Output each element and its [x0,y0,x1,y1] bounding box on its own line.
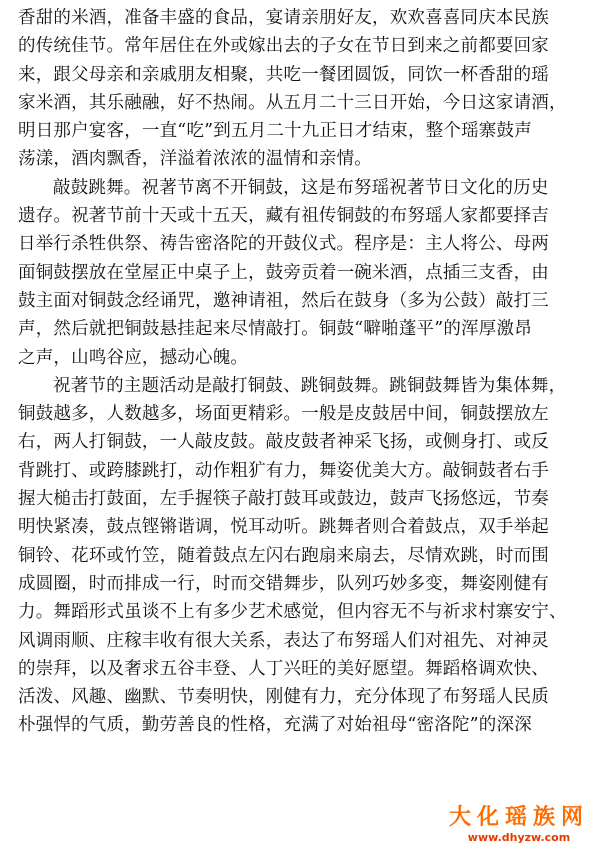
document-body [18,4,584,740]
text-line: 活泼、风趣、幽默、节奏明快，刚健有力，充分体现了布努瑶人民质 [18,687,549,708]
text-line: 来，跟父母亲和亲戚朋友相聚，共吃一餐团圆饭，同饮一杯香甜的瑶 [18,64,549,85]
text-line: 铜鼓越多，人数越多，场面更精彩。一般是皮鼓居中间，铜鼓摆放左 [18,404,549,425]
site-watermark [449,800,589,844]
text-line: 的传统佳节。常年居住在外或嫁出去的子女在节日到来之前都要回家 [18,36,549,57]
paragraph-3 [18,372,584,740]
text-line: 的崇拜，以及奢求五谷丰登、人丁兴旺的美好愿望。舞蹈格调欢快、 [18,658,549,679]
paragraph-2 [18,174,584,372]
text-line: 祝著节的主题活动是敲打铜鼓、跳铜鼓舞。跳铜鼓舞皆为集体舞， [53,375,567,396]
text-line: 家米酒，其乐融融，好不热闹。从五月二十三日开始，今日这家请酒， [18,92,567,113]
text-line: 朴强悍的气质，勤劳善良的性格，充满了对始祖母“密洛陀”的深深 [18,715,532,736]
watermark-title: 大化瑶族网 [449,805,590,830]
text-line: 鼓主面对铜鼓念经诵咒，邀神请祖，然后在鼓身（多为公鼓）敲打三 [18,290,549,311]
text-line: 荡漾，酒肉飘香，洋溢着浓浓的温情和亲情。 [18,149,372,170]
text-line: 成圆圈，时而排成一行，时而交错舞步，队列巧妙多变，舞姿刚健有 [18,573,549,594]
text-line: 之声，山鸣谷应，撼动心魄。 [18,347,249,368]
text-line: 背跳打、或跨膝跳打，动作粗犷有力，舞姿优美大方。敲铜鼓者右手 [18,460,549,481]
text-line: 明日那户宴客，一直“吃”到五月二十九正日才结束，整个瑶寨鼓声 [18,121,532,142]
text-line: 风调雨顺、庄稼丰收有很大关系，表达了布努瑶人们对祖先、对神灵 [18,630,549,651]
text-line: 右，两人打铜鼓，一人敲皮鼓。敲皮鼓者神采飞扬，或侧身打、或反 [18,432,549,453]
text-line: 声，然后就把铜鼓悬挂起来尽情敲打。铜鼓“噼啪蓬平”的浑厚激昂 [18,319,532,340]
text-line: 日举行杀牲供祭、祷告密洛陀的开鼓仪式。程序是：主人将公、母两 [18,234,549,255]
text-line: 遗存。祝著节前十天或十五天，藏有祖传铜鼓的布努瑶人家都要择吉 [18,206,549,227]
text-line: 敲鼓跳舞。祝著节离不开铜鼓，这是布努瑶祝著节日文化的历史 [53,177,549,198]
text-line: 力。舞蹈形式虽谈不上有多少艺术感觉，但内容无不与祈求村寨安宁、 [18,602,567,623]
text-line: 铜铃、花环或竹笠，随着鼓点左闪右跑扇来扇去，尽情欢跳，时而围 [18,545,549,566]
paragraph-1 [18,4,584,174]
text-line: 明快紧凑，鼓点铿锵谐调，悦耳动听。跳舞者则合着鼓点，双手举起 [18,517,549,538]
text-line: 握大槌击打鼓面，左手握筷子敲打鼓耳或鼓边，鼓声飞扬悠远，节奏 [18,489,549,510]
text-line: 面铜鼓摆放在堂屋正中桌子上，鼓旁贡着一碗米酒，点插三支香，由 [18,262,549,283]
watermark-url: www.dhyzw.com [467,831,571,844]
text-line: 香甜的米酒，准备丰盛的食品，宴请亲朋好友，欢欢喜喜同庆本民族 [18,8,549,28]
